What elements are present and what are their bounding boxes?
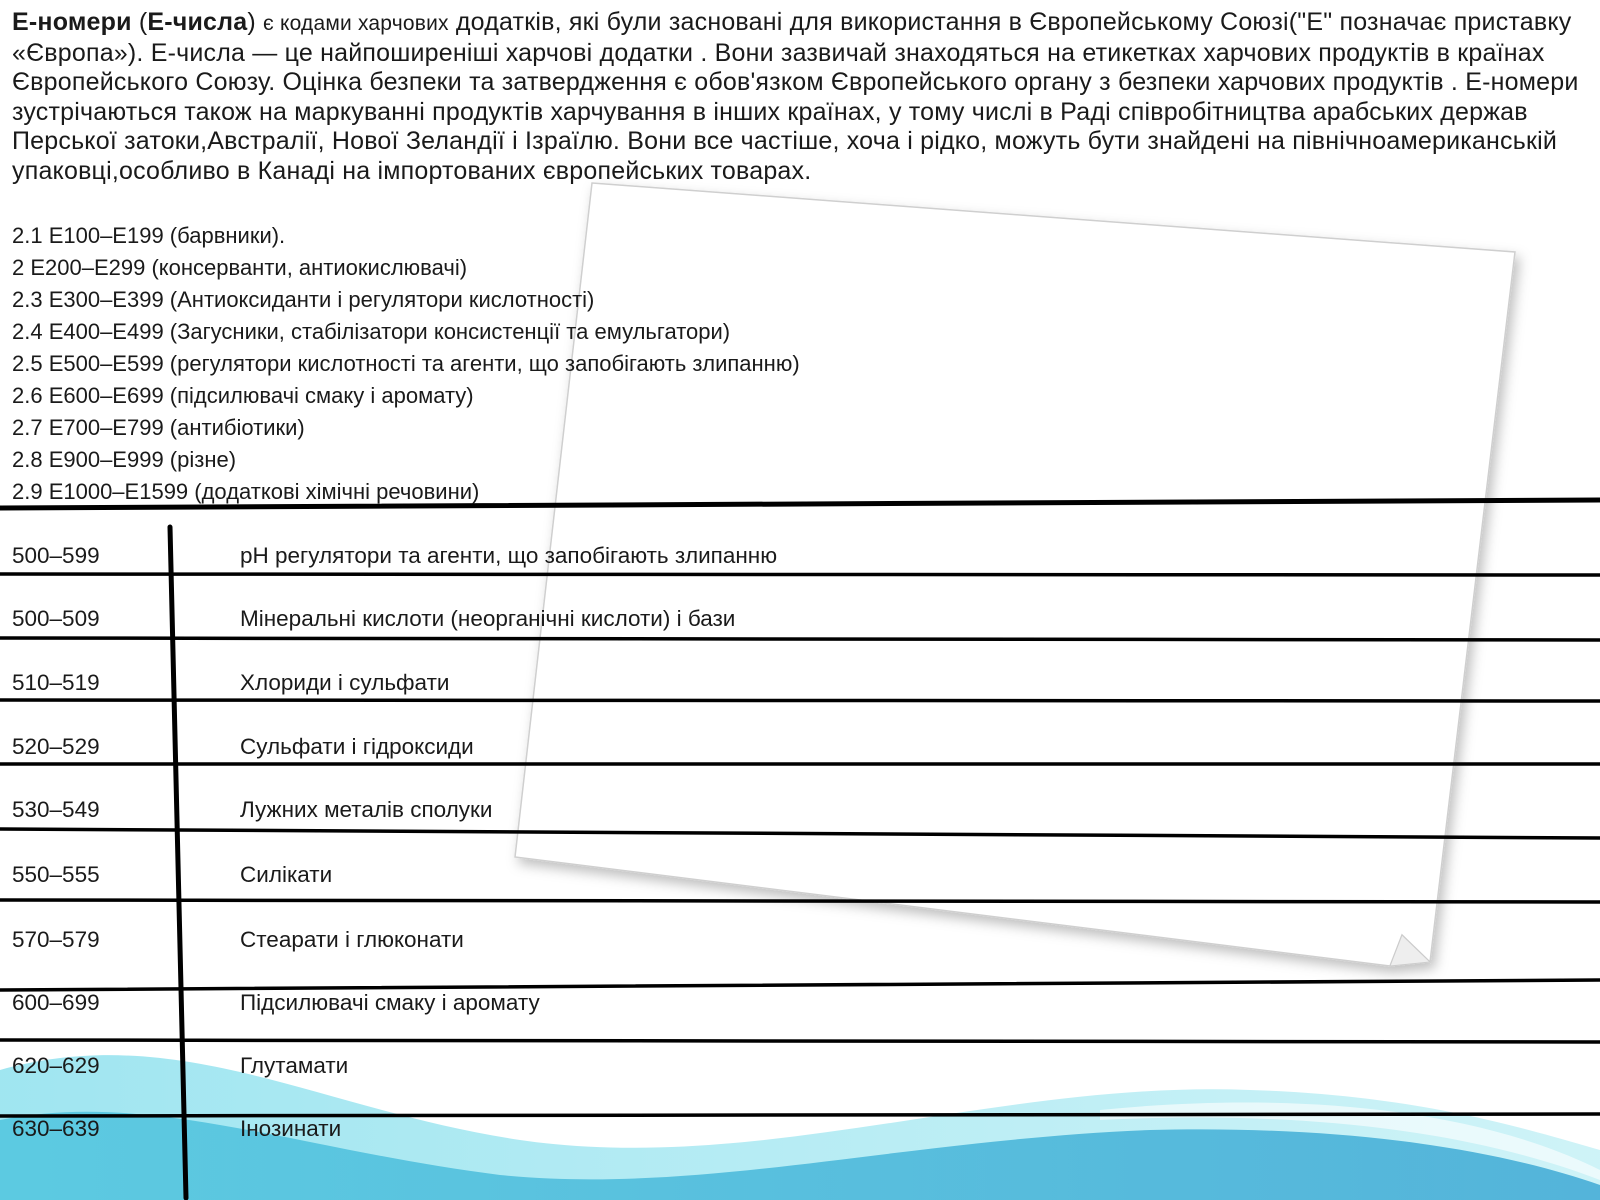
row-description: Силікати [240, 862, 333, 887]
table-row [0, 862, 1600, 902]
table-row [0, 543, 1600, 583]
category-item: 2.3 E300–E399 (Антиоксиданти і регулятори кислотності) [12, 287, 595, 312]
row-description: Лужних металів сполуки [240, 797, 493, 822]
row-code: 550–555 [12, 862, 100, 887]
table-row [0, 1053, 1600, 1093]
table-row [0, 670, 1600, 710]
row-description: Глутамати [240, 1053, 349, 1078]
row-code: 630–639 [12, 1116, 100, 1141]
table-row [0, 1116, 1600, 1156]
row-description: Мінеральні кислоти (неорганічні кислоти) і бази [240, 606, 736, 631]
category-item: 2 E200–E299 (консерванти, антиокислювачі) [12, 255, 468, 280]
row-code: 530–549 [12, 797, 100, 822]
category-item: 2.8 E900–E999 (різне) [12, 447, 237, 472]
category-item: 2.7 E700–E799 (антибіотики) [12, 415, 305, 440]
table-row [0, 734, 1600, 774]
table-row [0, 606, 1600, 646]
row-description: Стеарати і глюконати [240, 927, 464, 952]
table-row [0, 927, 1600, 967]
row-description: Інозинати [240, 1116, 342, 1141]
intro-paragraph [12, 8, 1590, 186]
row-code: 510–519 [12, 670, 100, 695]
term-e-numbers: Е-номери [12, 8, 132, 36]
intro-small-text: є кодами харчових [263, 12, 449, 35]
category-item: 2.5 E500–E599 (регулятори кислотності та агенти, що запобігають злипанню) [12, 351, 800, 376]
table-row [0, 797, 1600, 837]
category-item: 2.9 E1000–E1599 (додаткові хімічні речовини) [12, 479, 480, 504]
intro-body-text: додатків, які були засновані для використання в Європейському Союзі("Е" позначає приставку «Європа»). Е-числа — це найпоширеніші харчові додатки . Вони зазвичай знаходяться на етикетках харчових продуктів в країнах Європейського Союзу. Оцінка безпеки та затвердження є обов'язком Європейського органу з безпеки харчових продуктів . Е-номери зустрічаються також на маркуванні продуктів харчування в інших країнах, у тому числі в Раді співробітництва арабських держав Перської затоки,Австралії, Нової Зеландії і Ізраїлю. Вони все частіше, хоча і рідко, можуть бути знайдені на північноамериканській упаковці,особливо в Канаді на імпортованих європейських товарах. [12, 8, 1579, 185]
row-description: Хлориди і сульфати [240, 670, 450, 695]
row-code: 520–529 [12, 734, 100, 759]
row-code: 500–599 [12, 543, 100, 568]
row-description: Сульфати і гідроксиди [240, 734, 474, 759]
row-code: 620–629 [12, 1053, 100, 1078]
category-item: 2.1 E100–E199 (барвники). [12, 223, 286, 248]
row-code: 500–509 [12, 606, 100, 631]
category-list [12, 220, 800, 508]
paren-close: ) [247, 8, 264, 36]
row-description: Підсилювачі смаку і аромату [240, 990, 540, 1015]
paren-open: ( [131, 8, 148, 36]
row-code: 600–699 [12, 990, 100, 1015]
row-description: pH регулятори та агенти, що запобігають злипанню [240, 543, 778, 568]
table-row [0, 990, 1600, 1030]
category-item: 2.6 E600–E699 (підсилювачі смаку і аромату) [12, 383, 474, 408]
row-code: 570–579 [12, 927, 100, 952]
category-item: 2.4 E400–E499 (Загусники, стабілізатори консистенції та емульгатори) [12, 319, 731, 344]
term-e-chysla: Е-числа [147, 8, 248, 36]
